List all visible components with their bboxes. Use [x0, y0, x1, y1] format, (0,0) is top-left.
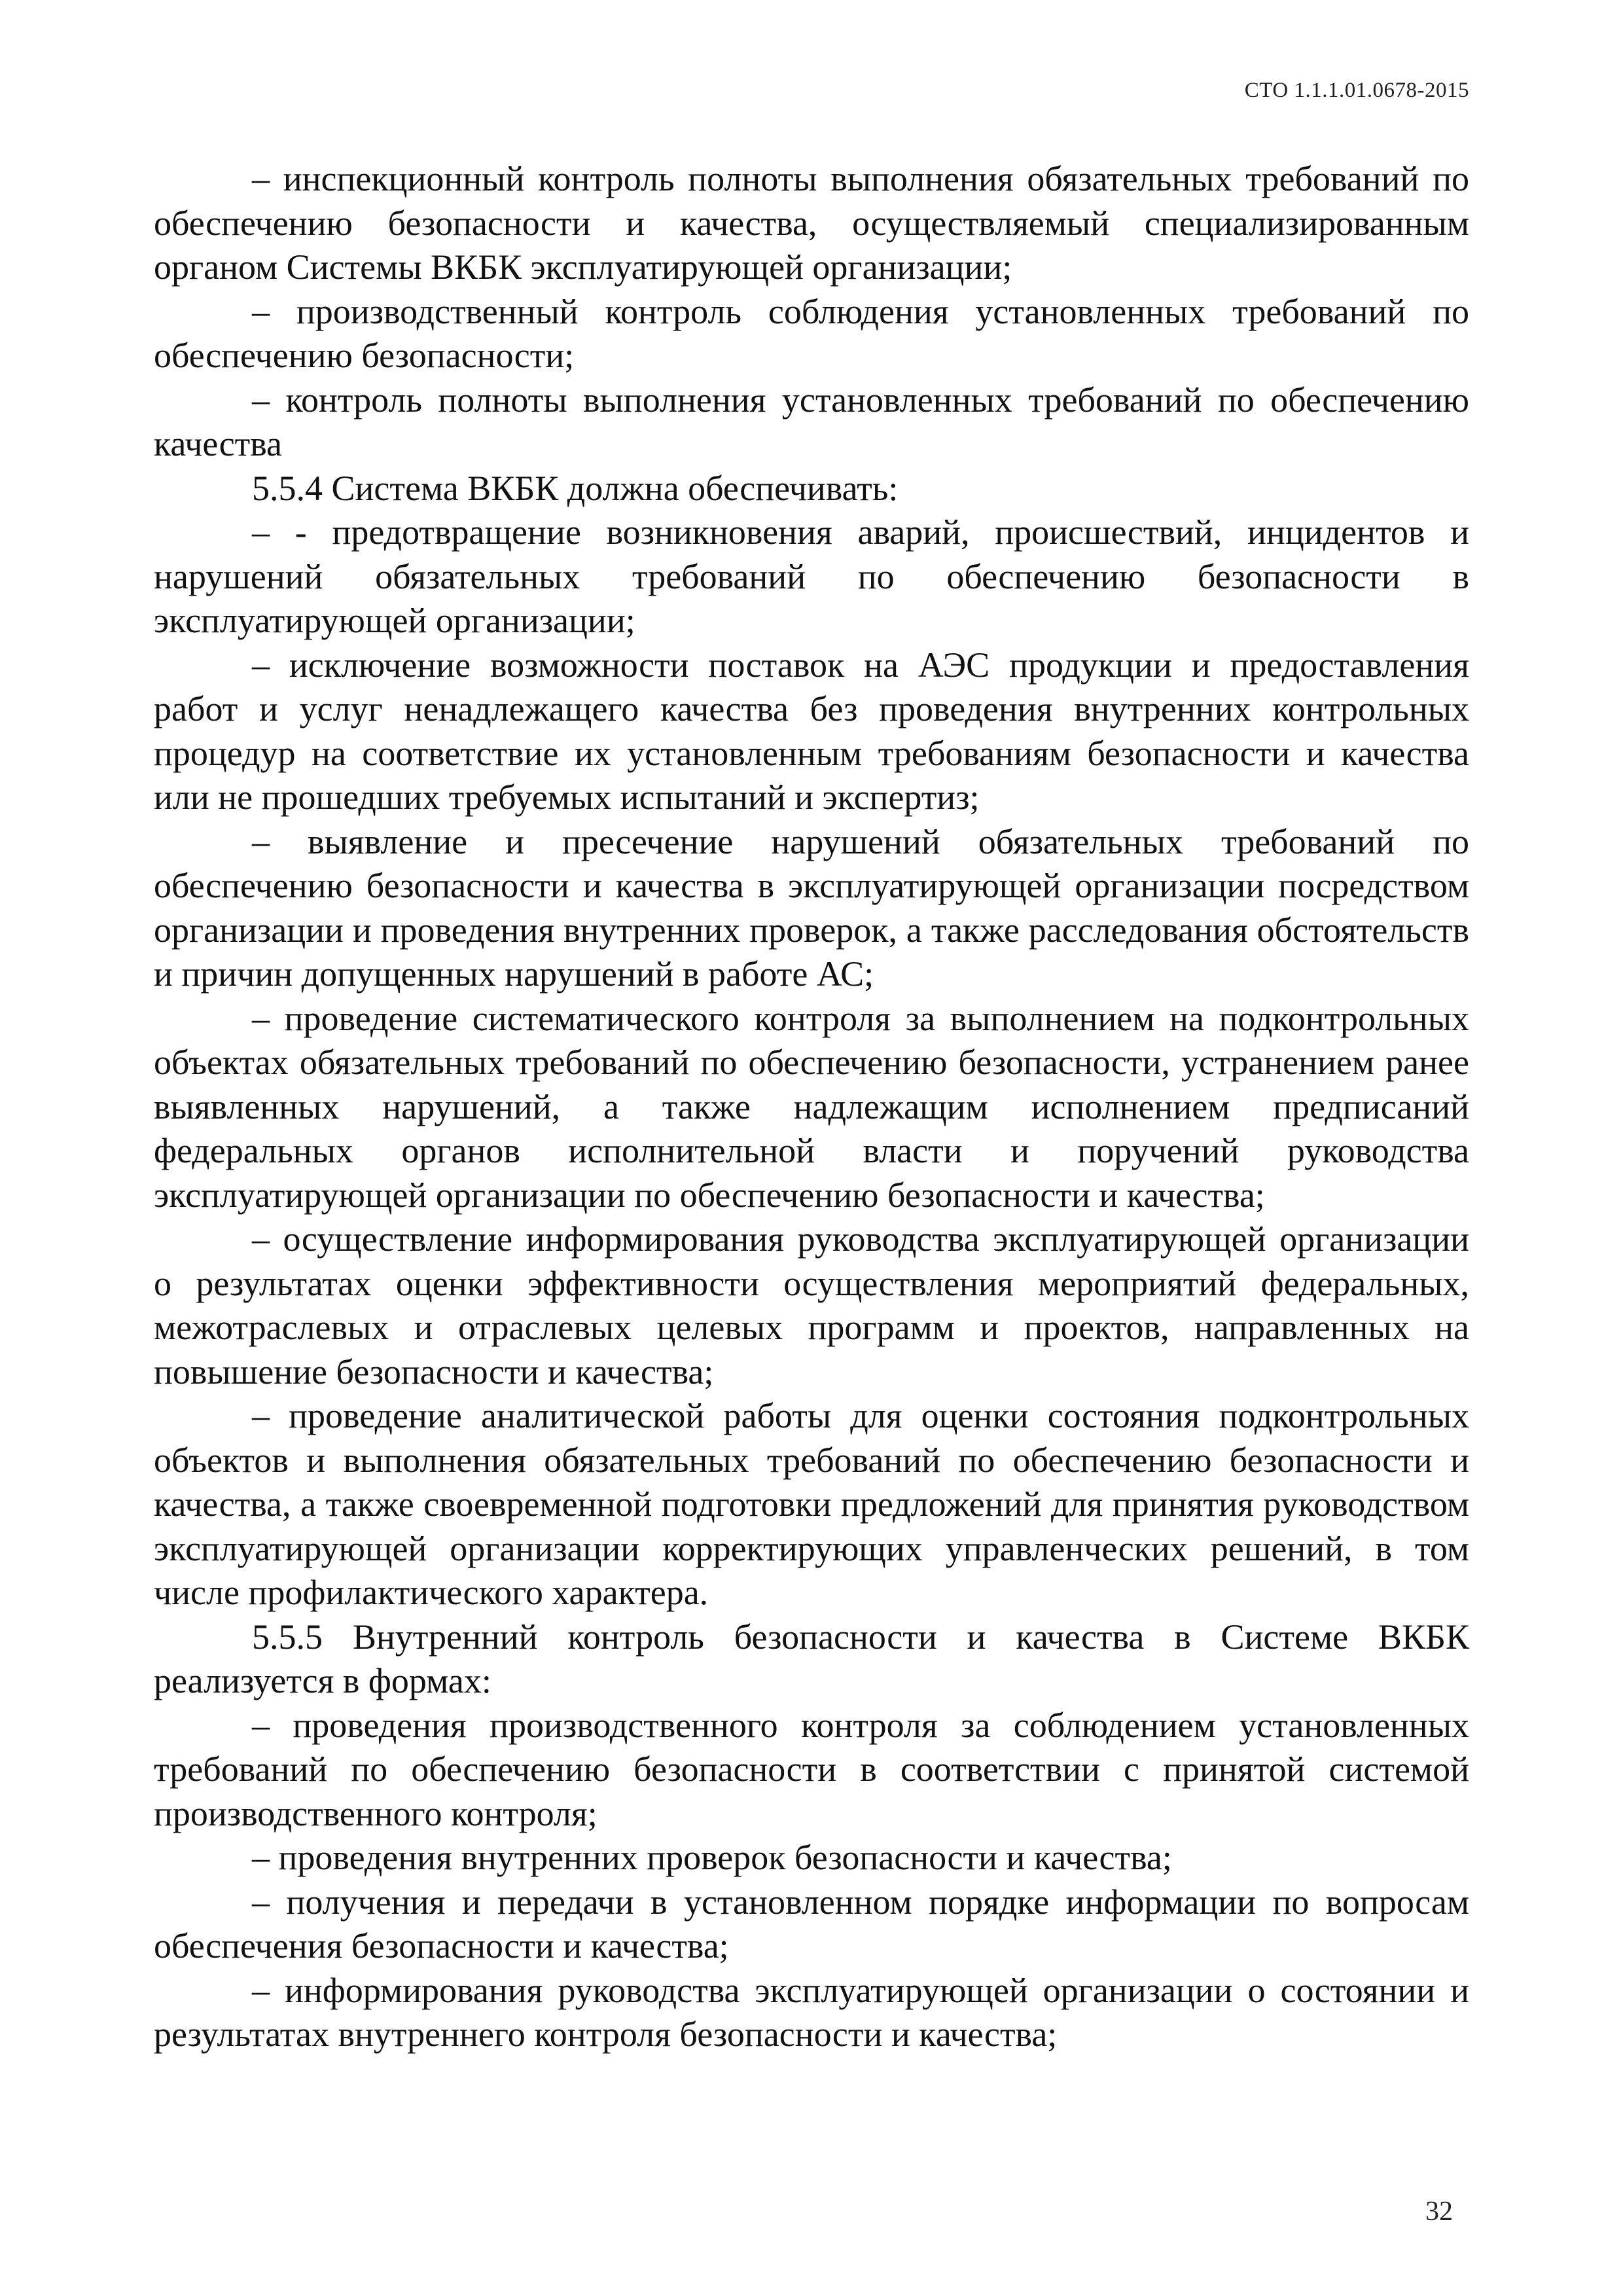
list-item: – проведение систематического контроля за выполнением на подконтрольных объектах обязательных требований по обеспечению безопасности, устранением ранее выявленных нарушений, а также надлежащим исполнением предписаний федеральных органов исполнительной власти и поручений руководства эксплуатирующей организации по обеспечению безопасности и качества; [154, 998, 1469, 1215]
body-text [154, 157, 1469, 2057]
list-item: – проведение аналитической работы для оценки состояния подконтрольных объектов и выполнения обязательных требований по обеспечению безопасности и качества, а также своевременной подготовки предложений для принятия руководством эксплуатирующей организации корректирующих управленческих решений, в том числе профилактического характера. [154, 1396, 1469, 1612]
document-code: СТО 1.1.1.01.0678-2015 [1244, 79, 1469, 102]
list-item: – получения и передачи в установленном порядке информации по вопросам обеспечения безопасности и качества; [154, 1882, 1469, 1965]
page-number: 32 [1425, 2197, 1453, 2227]
list-item: – производственный контроль соблюдения установленных требований по обеспечению безопасности; [154, 291, 1469, 375]
list-item: – проведения производственного контроля за соблюдением установленных требований по обеспечению безопасности в соответствии с принятой системой производственного контроля; [154, 1705, 1469, 1833]
list-item: – исключение возможности поставок на АЭС продукции и предоставления работ и услуг ненадлежащего качества без проведения внутренних контрольных процедур на соответствие их установленным требованиям безопасности и качества или не прошедших требуемых испытаний и экспертиз; [154, 645, 1469, 817]
list-item: – выявление и пресечение нарушений обязательных требований по обеспечению безопасности и качества в эксплуатирующей организации посредством организации и проведения внутренних проверок, а также расследования обстоятельств и причин допущенных нарушений в работе АС; [154, 821, 1469, 994]
list-item: – контроль полноты выполнения установленных требований по обеспечению качества [154, 380, 1469, 463]
section-heading-5-5-4: 5.5.4 Система ВКБК должна обеспечивать: [252, 468, 899, 508]
list-item: – инспекционный контроль полноты выполнения обязательных требований по обеспечению безопасности и качества, осуществляемый специализированным органом Системы ВКБК эксплуатирующей организации; [154, 159, 1469, 287]
list-item: – информирования руководства эксплуатирующей организации о состоянии и результатах внутреннего контроля безопасности и качества; [154, 1970, 1469, 2054]
section-heading-5-5-5: 5.5.5 Внутренний контроль безопасности и качества в Системе ВКБК реализуется в формах: [154, 1617, 1469, 1700]
list-item: – проведения внутренних проверок безопасности и качества; [252, 1838, 1172, 1877]
list-item: – - предотвращение возникновения аварий, происшествий, инцидентов и нарушений обязательных требований по обеспечению безопасности в эксплуатирующей организации; [154, 512, 1469, 640]
list-item: – осуществление информирования руководства эксплуатирующей организации о результатах оценки эффективности осуществления мероприятий федеральных, межотраслевых и отраслевых целевых программ и проектов, направленных на повышение безопасности и качества; [154, 1219, 1469, 1391]
